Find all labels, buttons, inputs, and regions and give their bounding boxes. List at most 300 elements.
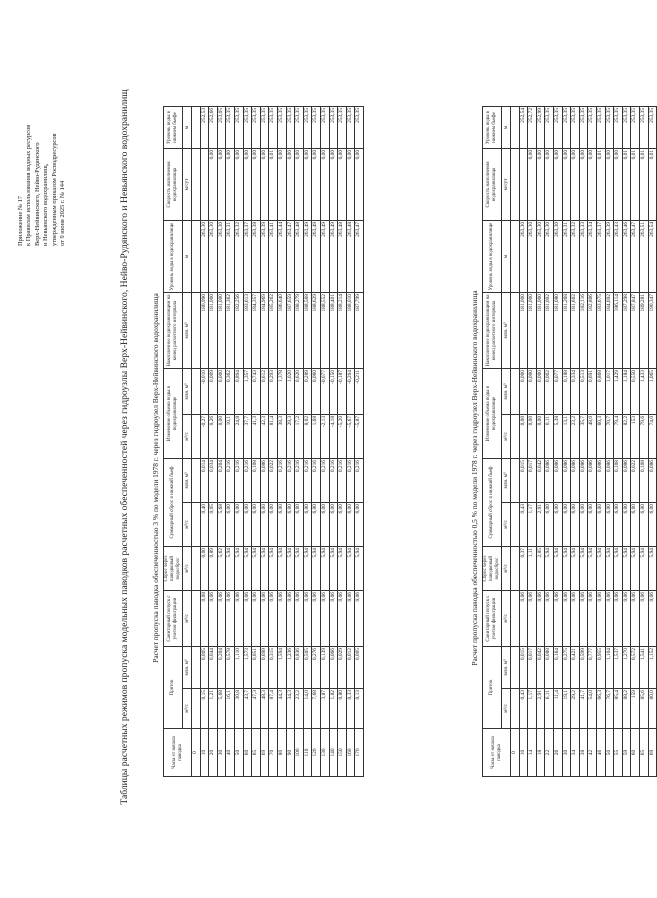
table-cell: 253,35 [588, 106, 597, 148]
table-cell: 0,086 [260, 458, 269, 502]
table-cell: 253,35 [622, 106, 631, 148]
table-cell: 0,00 [562, 148, 571, 220]
table-cell: 0,00 [243, 148, 252, 220]
table-cell: 0,077 [553, 368, 562, 414]
table-row [536, 106, 545, 776]
col-change-header: Изменение объема воды в водохранилище [164, 368, 183, 458]
table-cell: 263,32 [571, 220, 580, 292]
table-cell: 6,00 [588, 503, 597, 547]
unit-cell: млн. м³ [183, 458, 192, 502]
table-cell: -0,187 [338, 368, 347, 414]
table-cell: 22 [545, 729, 554, 777]
table-cell: 253,35 [260, 106, 269, 148]
table-cell: 76,7 [605, 689, 614, 729]
table-cell: 182,806 [588, 292, 597, 368]
table-cell: 0,108 [639, 458, 648, 502]
table-cell: 80 [277, 729, 286, 777]
table-cell [511, 458, 520, 502]
table-cell: 253,35 [355, 106, 364, 148]
table-cell: 0,11 [545, 414, 554, 458]
table-cell: 0,00 [588, 148, 597, 220]
table-cell: 60 [243, 729, 252, 777]
table-cell: 1,270 [622, 647, 631, 689]
table-cell: 253,35 [545, 106, 554, 148]
table-cell: 0,108 [614, 458, 623, 502]
table-cell: 5,94 [648, 547, 657, 591]
table-cell: 170 [355, 729, 364, 777]
table-cell: 263,48 [346, 220, 355, 292]
table-cell: 263,49 [312, 220, 321, 292]
table-cell: 0,00 [545, 148, 554, 220]
table-cell: 263,49 [303, 220, 312, 292]
table-cell: 0,005 [355, 647, 364, 689]
table-cell: 26 [553, 729, 562, 777]
table-cell: 48,3 [260, 689, 269, 729]
table-cell: -0,010 [200, 368, 209, 414]
table-cell: 5,94 [605, 547, 614, 591]
table-cell: 6,00 [605, 503, 614, 547]
col-speed-header: Скорость наполнения водохранилища [483, 148, 502, 220]
table-1-body [192, 106, 364, 776]
table-cell [192, 458, 201, 502]
table-cell: 0,955 [596, 647, 605, 689]
table-cell: 0,06 [226, 591, 235, 647]
table-cell: 0,015 [519, 458, 528, 502]
table-cell: 0,06 [303, 591, 312, 647]
table-cell: 6,00 [226, 503, 235, 547]
unit-cell: м [502, 220, 511, 292]
table-cell: 0,851 [252, 647, 261, 689]
table-cell: 5,94 [295, 547, 304, 591]
table-cell: 0,088 [545, 647, 554, 689]
table-row [192, 106, 201, 776]
table-cell: 0,00 [346, 148, 355, 220]
table-cell: 69 [260, 729, 269, 777]
table-cell: 0,216 [312, 458, 321, 502]
table-cell: 188,214 [338, 292, 347, 368]
table-cell: 5,68 [217, 689, 226, 729]
table-cell: 6,00 [622, 503, 631, 547]
table-cell: 0,216 [303, 458, 312, 502]
table-cell: -0,077 [320, 368, 329, 414]
table-cell: 6,00 [295, 503, 304, 547]
table-cell: 0,06 [243, 591, 252, 647]
table-cell: 263,30 [217, 220, 226, 292]
table-cell: 0,002 [545, 368, 554, 414]
table-cell: 263,48 [338, 220, 347, 292]
unit-cell: млн. м³ [502, 458, 511, 502]
table-cell: 0,00 [528, 414, 537, 458]
unit-cell: млн. м³ [502, 647, 511, 689]
table-cell: 0,505 [303, 647, 312, 689]
table-cell: 0,044 [209, 647, 218, 689]
table-cell [511, 591, 520, 647]
table-cell: 0,06 [553, 591, 562, 647]
table-cell: 252,72 [528, 106, 537, 148]
table-row [295, 106, 304, 776]
table-cell: 0,005 [200, 647, 209, 689]
table-cell: 188,401 [329, 292, 338, 368]
table-cell: 6,00 [303, 503, 312, 547]
table-cell: 253,35 [320, 106, 329, 148]
table-cell: 1,11 [528, 547, 537, 591]
table-cell: 0,06 [614, 591, 623, 647]
table-cell [192, 591, 201, 647]
table-cell [511, 292, 520, 368]
table-cell: 0,06 [260, 591, 269, 647]
unit-cell: м [183, 220, 192, 292]
table-cell: 187,659 [286, 292, 295, 368]
table-cell: 0,550 [631, 368, 640, 414]
table-cell: 0,009 [209, 368, 218, 414]
table-cell: 0,00 [571, 148, 580, 220]
table-cell: 263,33 [579, 220, 588, 292]
table-cell: 0,620 [295, 368, 304, 414]
table-row [511, 106, 520, 776]
table-cell: 30,8 [234, 689, 243, 729]
table-cell: 189,281 [639, 292, 648, 368]
table-row [217, 106, 226, 776]
annotation-line: и Невьянского водохранилищ, [42, 163, 50, 246]
table-cell: 263,32 [234, 220, 243, 292]
table-cell: 0,204 [217, 458, 226, 502]
table-cell: 0,95 [209, 503, 218, 547]
table-cell: 0,691 [588, 368, 597, 414]
table-cell: 10,1 [226, 414, 235, 458]
table-cell: 181,000 [209, 292, 218, 368]
table-cell: 187,298 [622, 292, 631, 368]
table-cell: 0,836 [295, 647, 304, 689]
table-cell: 30 [562, 729, 571, 777]
table-cell: 187,847 [631, 292, 640, 368]
table-cell: 5,94 [329, 547, 338, 591]
table-cell: 34,3 [286, 689, 295, 729]
table-cell: 1,104 [605, 647, 614, 689]
table-row [545, 106, 554, 776]
table-cell: -5,87 [355, 414, 364, 458]
table-cell: 20 [209, 729, 218, 777]
table-cell: 14 [528, 729, 537, 777]
table-cell: 253,35 [226, 106, 235, 148]
table-cell: 0,00 [217, 148, 226, 220]
table-cell: 140 [329, 729, 338, 777]
table-cell: 263,47 [631, 220, 640, 292]
table-row [303, 106, 312, 776]
table-cell: 100 [295, 729, 304, 777]
table-cell: 6,00 [346, 503, 355, 547]
table-cell: 263,48 [295, 220, 304, 292]
table-cell: 90 [286, 729, 295, 777]
table-2 [482, 106, 657, 777]
table-cell: 23,2 [295, 689, 304, 729]
table-row [269, 106, 278, 776]
table-cell: 6,11 [545, 689, 554, 729]
table-cell: 253,35 [579, 106, 588, 148]
table-cell: 0,06 [528, 591, 537, 647]
table-cell: 263,51 [639, 220, 648, 292]
table-cell: 0,00 [338, 148, 347, 220]
table-cell: 0,216 [277, 458, 286, 502]
table-cell: 253,35 [295, 106, 304, 148]
table-row [528, 106, 537, 776]
table-row [338, 106, 347, 776]
table-cell: 1,541 [639, 647, 648, 689]
table-cell: 5,94 [588, 547, 597, 591]
table-cell: 263,30 [519, 220, 528, 292]
table-cell: 40 [226, 729, 235, 777]
unit-cell: м³/с [502, 591, 511, 647]
table-cell: 0,572 [631, 647, 640, 689]
table-cell: 0,15 [200, 689, 209, 729]
table-cell: 263,47 [286, 220, 295, 292]
table-cell: 253,35 [571, 106, 580, 148]
table-cell: 34 [571, 729, 580, 777]
unit-cell: м [183, 106, 192, 148]
table-1 [163, 106, 364, 777]
table-cell: 0,216 [295, 458, 304, 502]
table-cell: 6,00 [631, 503, 640, 547]
table-cell: 0,017 [528, 458, 537, 502]
table-cell: 0,017 [528, 647, 537, 689]
table-cell: 6,00 [260, 503, 269, 547]
col-filtration-header: Санитарный попуск с учетом фильтрации [483, 591, 502, 647]
table-cell: 253,35 [243, 106, 252, 148]
table-cell [511, 503, 520, 547]
table-2-body [511, 106, 657, 776]
table-cell: 186,114 [614, 292, 623, 368]
table-cell: 59 [622, 729, 631, 777]
table-cell: 0,108 [252, 458, 261, 502]
table-cell: 0,06 [605, 591, 614, 647]
table-cell [192, 220, 201, 292]
table-cell: 0,06 [562, 591, 571, 647]
table-cell: 5,94 [614, 547, 623, 591]
table-cell: 0,06 [217, 591, 226, 647]
table-cell: 88,2 [622, 689, 631, 729]
table-cell: 0,042 [536, 647, 545, 689]
table-cell: 181,362 [226, 292, 235, 368]
table-cell: 1,68 [312, 414, 321, 458]
table-cell: 0,513 [579, 368, 588, 414]
table-cell: 0,276 [312, 647, 321, 689]
table-cell: 0,06 [277, 591, 286, 647]
table-cell: 183,675 [596, 292, 605, 368]
annotation-line: Верх-Нейвинского, Нейво-Рудянского [33, 142, 41, 246]
table-cell: 42,3 [260, 414, 269, 458]
table-row [243, 106, 252, 776]
table-cell: 5,94 [355, 547, 364, 591]
table-cell: 38,3 [277, 414, 286, 458]
table-cell: 5,38 [553, 414, 562, 458]
table-cell: 0,086 [545, 458, 554, 502]
table-cell: 120 [312, 729, 321, 777]
table-cell: 263,49 [320, 220, 329, 292]
table-cell: 0,00 [303, 148, 312, 220]
table-cell: 263,30 [200, 220, 209, 292]
table-cell: 5,94 [277, 547, 286, 591]
table-cell: 253,35 [648, 106, 657, 148]
table-cell: 159 [631, 689, 640, 729]
table-cell: 70 [269, 729, 278, 777]
table-cell: 0,00 [605, 148, 614, 220]
unit-cell: м/сут [183, 148, 192, 220]
table-cell: 6,00 [571, 503, 580, 547]
table-cell: 2,91 [536, 689, 545, 729]
col-total-header: Суммарный сброс в нижний бьеф [164, 458, 183, 546]
table-cell: 5,68 [217, 503, 226, 547]
table-cell: 252,66 [209, 106, 218, 148]
table-cell: 252,99 [536, 106, 545, 148]
table-cell: 0,612 [260, 368, 269, 414]
table-cell: 5,94 [320, 547, 329, 591]
table-cell: 0,216 [286, 458, 295, 502]
table-cell [192, 292, 201, 368]
col-hours-header: Часы от начала паводка [164, 729, 192, 777]
table-cell: 0,012 [346, 647, 355, 689]
table-cell: 181,000 [528, 292, 537, 368]
table-cell [192, 414, 201, 458]
table-cell: 0,060 [312, 368, 321, 414]
table-cell: 1,82 [329, 689, 338, 729]
table-cell: 0,00 [226, 148, 235, 220]
table-cell: 0,06 [252, 591, 261, 647]
table-cell: 0,80 [338, 689, 347, 729]
table-cell: 3,87 [320, 689, 329, 729]
table-cell: 0,034 [209, 458, 218, 502]
col-level-header: Уровень воды в водохранилище [483, 220, 502, 292]
table-cell: -2,13 [320, 414, 329, 458]
table-cell: 44,3 [277, 689, 286, 729]
table-cell: 5,94 [312, 547, 321, 591]
table-row [562, 106, 571, 776]
table-cell: 263,30 [209, 220, 218, 292]
table-cell: 263,43 [614, 220, 623, 292]
table-cell: 0,275 [562, 647, 571, 689]
table-cell: 150 [338, 729, 347, 777]
table-cell: 6,00 [329, 503, 338, 547]
table-cell: 0,06 [312, 591, 321, 647]
table-cell: 10 [200, 729, 209, 777]
table-cell: 18 [536, 729, 545, 777]
table-cell: 0,014 [200, 458, 209, 502]
table-cell: 263,49 [329, 220, 338, 292]
table-cell: 0,086 [553, 458, 562, 502]
table-cell: 37,7 [243, 414, 252, 458]
table-cell: 65 [639, 729, 648, 777]
table-cell: 0,06 [622, 591, 631, 647]
table-cell: 130 [320, 729, 329, 777]
table-cell: 253,35 [338, 106, 347, 148]
table-cell: 263,30 [536, 220, 545, 292]
table-cell: 0,00 [355, 148, 364, 220]
table-cell: 263,34 [588, 220, 597, 292]
table-cell: 183,613 [243, 292, 252, 368]
table-cell: 253,35 [614, 106, 623, 148]
unit-cell: м³/с [183, 689, 192, 729]
table-row [260, 106, 269, 776]
table-cell: 187,799 [355, 292, 364, 368]
table-cell: 6,00 [553, 503, 562, 547]
table-cell [192, 547, 201, 591]
table-cell: 181,268 [562, 292, 571, 368]
table-cell: 184,692 [605, 292, 614, 368]
table-cell: 0,00 [295, 148, 304, 220]
table-cell: 186,640 [277, 292, 286, 368]
table-cell: 263,54 [648, 220, 657, 292]
table-cell: 263,39 [605, 220, 614, 292]
table-cell: 17,2 [295, 414, 304, 458]
table-cell: 0,000 [536, 368, 545, 414]
table-cell: 6,00 [286, 503, 295, 547]
table-cell: 0,06 [536, 591, 545, 647]
table-cell [192, 503, 201, 547]
table-row [346, 106, 355, 776]
table-cell [511, 368, 520, 414]
table-cell: 0,216 [329, 458, 338, 502]
table-cell: 160 [346, 729, 355, 777]
annotation-line: Приложение № 17 [17, 196, 24, 246]
table-row [588, 106, 597, 776]
col-hours-header: Часы от начала паводка [483, 729, 511, 777]
table-cell: 0,00 [286, 148, 295, 220]
table-cell: 0,216 [234, 458, 243, 502]
table-cell: 19,1 [562, 689, 571, 729]
col-level-header: Уровень воды в водохранилище [164, 220, 183, 292]
table-cell: 13,1 [562, 414, 571, 458]
table-cell: -0,204 [346, 368, 355, 414]
table-cell: 181,000 [519, 292, 528, 368]
table-cell: 0,00 [519, 414, 528, 458]
table-cell: 0,00 [260, 148, 269, 220]
table-cell: 85,4 [614, 689, 623, 729]
table-cell: 5,94 [596, 547, 605, 591]
table-cell: 1,17 [528, 689, 537, 729]
table-cell: 253,05 [217, 106, 226, 148]
table-cell: 6,00 [252, 503, 261, 547]
table-cell: 0,06 [209, 591, 218, 647]
table-cell: 0,06 [545, 591, 554, 647]
table-cell: 0,00 [536, 148, 545, 220]
table-cell: 0,599 [579, 647, 588, 689]
table-cell [511, 647, 520, 689]
table-cell: 181,080 [553, 292, 562, 368]
unit-cell: млн. м³ [502, 292, 511, 368]
table-cell: 0,06 [234, 591, 243, 647]
unit-cell: млн. м³ [183, 368, 192, 414]
table-cell: 0,00 [217, 414, 226, 458]
table-cell: 23,2 [571, 414, 580, 458]
table-cell: 0,000 [519, 368, 528, 414]
table-row [329, 106, 338, 776]
table-cell: 60 [631, 729, 640, 777]
table-cell: 6,00 [596, 503, 605, 547]
table-cell [519, 148, 528, 220]
table-cell [511, 689, 520, 729]
table-cell: 0,362 [226, 368, 235, 414]
table-cell: -5,67 [346, 414, 355, 458]
table-cell: 0,00 [252, 148, 261, 220]
annotation-line: к Правилам использования водных ресурсов [25, 124, 33, 246]
table-cell: 0,289 [303, 368, 312, 414]
table-cell: 0,000 [217, 368, 226, 414]
table-cell [192, 368, 201, 414]
table-cell: 0,066 [329, 647, 338, 689]
table-cell: 1,537 [614, 647, 623, 689]
table-cell: 110 [303, 729, 312, 777]
table-row [519, 106, 528, 776]
table-cell: 47,3 [252, 689, 261, 729]
table-cell: 82,2 [622, 414, 631, 458]
